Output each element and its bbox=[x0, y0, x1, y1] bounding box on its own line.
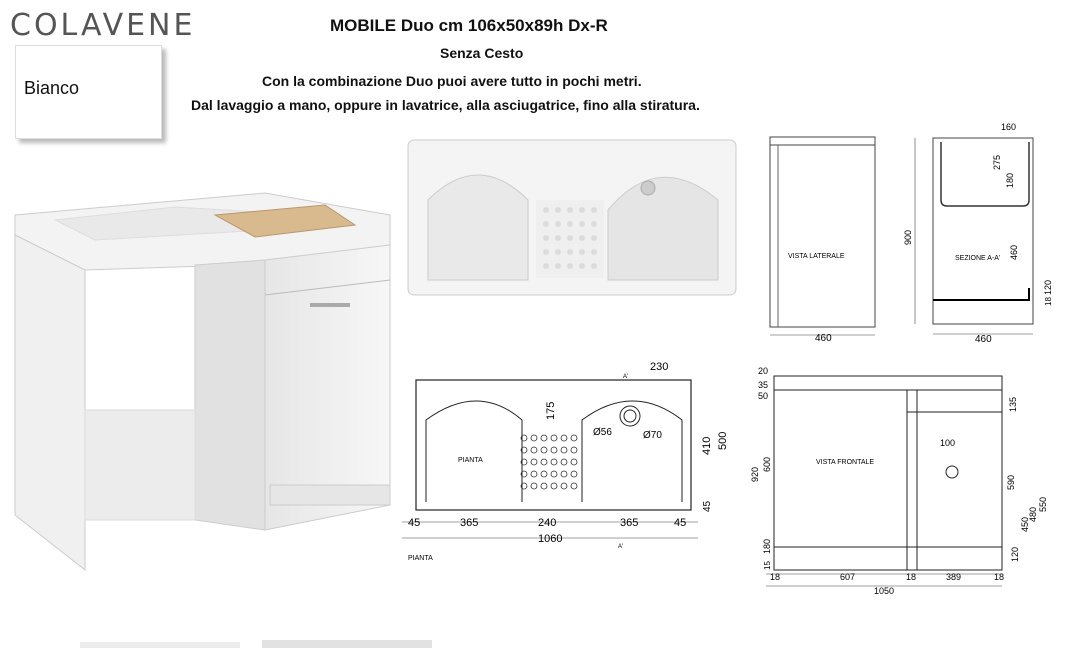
plan-caption: PIANTA bbox=[408, 555, 433, 562]
front-dim-480: 480 bbox=[1028, 506, 1038, 522]
plan-dim-365-right: 365 bbox=[620, 517, 639, 529]
thumbnail-1[interactable] bbox=[80, 642, 240, 648]
front-dim-135: 135 bbox=[1008, 396, 1018, 412]
product-subtitle: Senza Cesto bbox=[440, 45, 524, 61]
front-view-label: VISTA FRONTALE bbox=[816, 459, 875, 466]
front-dim-180: 180 bbox=[762, 538, 772, 554]
front-dim-50: 50 bbox=[758, 391, 769, 401]
sink-top-photo bbox=[408, 140, 736, 295]
front-dim-120: 120 bbox=[1010, 546, 1020, 562]
front-dim-100: 100 bbox=[940, 438, 956, 448]
plan-dim-45-left: 45 bbox=[408, 517, 421, 529]
front-dim-18-right: 18 bbox=[994, 572, 1005, 582]
section-dim-275: 275 bbox=[992, 154, 1002, 170]
front-dim-600: 600 bbox=[762, 456, 772, 472]
plan-dim-70: Ø70 bbox=[643, 430, 662, 441]
plan-dim-45-right: 45 bbox=[674, 517, 687, 529]
side-view-drawing bbox=[760, 125, 880, 345]
front-dim-35: 35 bbox=[758, 380, 769, 390]
section-dim-160: 160 bbox=[1001, 122, 1017, 132]
front-dim-550: 550 bbox=[1038, 496, 1048, 512]
section-depth-dim: 460 bbox=[975, 334, 992, 345]
plan-dim-230: 230 bbox=[650, 361, 669, 373]
product-photo-cabinet bbox=[15, 185, 395, 570]
color-swatch-label: Bianco bbox=[24, 78, 80, 98]
plan-dim-175: 175 bbox=[545, 401, 557, 420]
thumbnail-2[interactable] bbox=[262, 640, 432, 648]
product-description-line1: Con la combinazione Duo puoi avere tutto in pochi metri. bbox=[262, 73, 642, 89]
front-dim-20: 20 bbox=[758, 366, 769, 376]
plan-dim-410: 410 bbox=[701, 436, 713, 455]
color-swatch[interactable] bbox=[15, 45, 162, 139]
plan-dim-365-left: 365 bbox=[460, 517, 479, 529]
section-height-dim: 900 bbox=[903, 229, 913, 245]
section-dim-460: 460 bbox=[1009, 244, 1019, 260]
front-dim-920: 920 bbox=[750, 466, 760, 482]
front-dim-590: 590 bbox=[1006, 474, 1016, 490]
plan-section-mark-bottom: A' bbox=[618, 544, 624, 550]
plan-section-mark-top: A' bbox=[623, 374, 629, 380]
front-dim-389: 389 bbox=[946, 572, 962, 582]
front-dim-18-left: 18 bbox=[770, 572, 781, 582]
brand-logo: COLAVENE bbox=[10, 8, 196, 43]
front-dim-450: 450 bbox=[1020, 516, 1030, 532]
plan-label: PIANTA bbox=[458, 457, 483, 464]
section-drawing bbox=[905, 120, 1070, 345]
section-dim-18: 18 bbox=[1044, 297, 1053, 306]
product-description-line2: Dal lavaggio a mano, oppure in lavatrice, alla asciugatrice, fino alla stiratura. bbox=[191, 97, 700, 113]
section-dim-180: 180 bbox=[1005, 172, 1015, 188]
plan-dim-500: 500 bbox=[717, 431, 729, 450]
side-view-label: VISTA LATERALE bbox=[788, 253, 845, 260]
front-dim-15: 15 bbox=[763, 561, 772, 570]
front-total-width: 1050 bbox=[874, 586, 895, 596]
front-view-drawing bbox=[752, 362, 1052, 602]
front-dim-607: 607 bbox=[840, 572, 856, 582]
plan-total-width: 1060 bbox=[538, 533, 563, 545]
side-depth-dim: 460 bbox=[815, 333, 832, 344]
front-dim-18-mid: 18 bbox=[906, 572, 917, 582]
plan-dim-56: Ø56 bbox=[593, 427, 612, 438]
plan-dim-240: 240 bbox=[538, 517, 557, 529]
plan-dim-45-side: 45 bbox=[702, 500, 713, 512]
section-label: SEZIONE A-A' bbox=[955, 255, 1001, 262]
product-title: MOBILE Duo cm 106x50x89h Dx-R bbox=[330, 16, 608, 35]
section-dim-120: 120 bbox=[1043, 279, 1053, 295]
plan-drawing bbox=[398, 360, 738, 565]
